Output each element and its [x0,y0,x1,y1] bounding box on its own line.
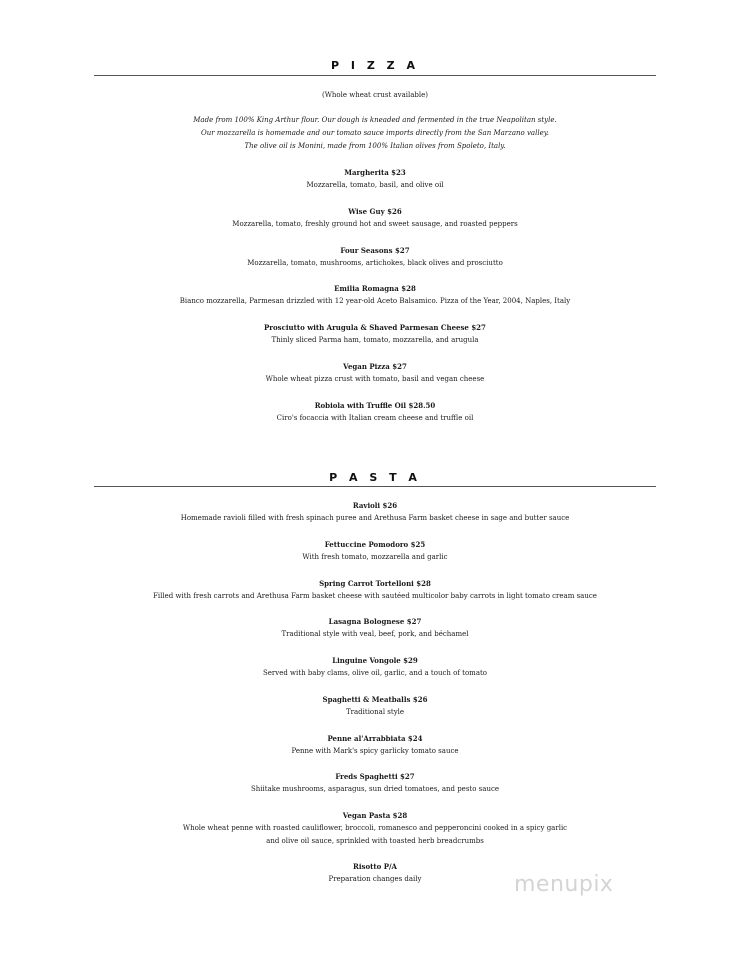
pizza-item-desc: Thinly sliced Parma ham, tomato, mozzarella, and arugula [271,336,479,344]
pizza-item-desc: Mozzarella, tomato, basil, and olive oil [306,181,444,189]
pizza-item-desc: Mozzarella, tomato, mushrooms, artichokes, black olives and prosciutto [247,259,503,267]
pasta-item-desc: Shiitake mushrooms, asparagus, sun dried tomatoes, and pesto sauce [250,785,500,793]
pizza-item-desc: Ciro's focaccia with Italian cream cheese and truffle oil [276,414,474,422]
pasta-divider [94,486,656,487]
pizza-item-name: Vegan Pizza $27 [343,362,407,371]
pasta-item-desc: Traditional style with veal, beef, pork, and béchamel [281,630,469,638]
pizza-description-line-3: The olive oil is Monini, made from 100% Italian olives from Spoleto, Italy. [244,142,506,150]
pizza-crust-note: (Whole wheat crust available) [321,91,429,99]
pasta-item-name: Penne al'Arrabbiata $24 [327,734,423,743]
pasta-item-name: Linguine Vongole $29 [332,656,418,665]
pasta-item-desc: Served with baby clams, olive oil, garlic, and a touch of tomato [262,669,488,677]
pasta-item-desc-continued: and olive oil sauce, sprinkled with toasted herb breadcrumbs [266,837,484,845]
pizza-item-name: Wise Guy $26 [348,207,402,216]
pizza-section-title: P I Z Z A [331,59,419,72]
pasta-item-desc: Filled with fresh carrots and Arethusa Farm basket cheese with sautéed multicolor baby carrots in light tomato cream sauce [153,592,597,600]
pasta-item-desc: Traditional style [345,708,405,716]
pasta-item-name: Spring Carrot Tortelloni $28 [319,579,431,588]
pizza-description-line-1: Made from 100% King Arthur flour. Our dough is kneaded and fermented in the true Neapolitan style. [193,116,557,124]
pizza-item-desc: Whole wheat pizza crust with tomato, basil and vegan cheese [265,375,485,383]
pizza-item-name: Four Seasons $27 [340,246,410,255]
pasta-item-desc: With fresh tomato, mozzarella and garlic [302,553,448,561]
pasta-item-desc: Penne with Mark's spicy garlicky tomato sauce [291,747,459,755]
pasta-item-name: Ravioli $26 [352,501,398,510]
pizza-item-desc: Bianco mozzarella, Parmesan drizzled with 12 year-old Aceto Balsamico. Pizza of the Year, 2004, Naples, Italy [179,297,571,305]
pasta-section-title: P A S T A [329,471,421,484]
pasta-item-name: Spaghetti & Meatballs $26 [322,695,428,704]
pizza-item-desc: Mozzarella, tomato, freshly ground hot and sweet sausage, and roasted peppers [232,220,518,228]
pasta-item-name: Risotto P/A [353,862,397,871]
pizza-item-name: Robiola with Truffle Oil $28.50 [314,401,436,410]
pasta-item-desc: Homemade ravioli filled with fresh spinach puree and Arethusa Farm basket cheese in sage and butter sauce [180,514,570,522]
pasta-item-desc: Whole wheat penne with roasted cauliflower, broccoli, romanesco and pepperoncini cooked in a spicy garlic [182,824,568,832]
pasta-item-desc: Preparation changes daily [328,875,422,883]
pizza-divider [94,75,656,76]
pasta-item-name: Vegan Pasta $28 [342,811,408,820]
pizza-item-name: Emilia Romagna $28 [334,284,416,293]
pizza-item-name: Margherita $23 [344,168,406,177]
pizza-item-name: Prosciutto with Arugula & Shaved Parmesan Cheese $27 [264,323,486,332]
pizza-description-line-2: Our mozzarella is homemade and our tomato sauce imports directly from the San Marzano valley. [201,129,549,137]
pasta-item-name: Fettuccine Pomodoro $25 [324,540,426,549]
pasta-item-name: Lasagna Bolognese $27 [328,617,422,626]
menupix-watermark: menupix [514,872,614,897]
pasta-item-name: Freds Spaghetti $27 [335,772,415,781]
